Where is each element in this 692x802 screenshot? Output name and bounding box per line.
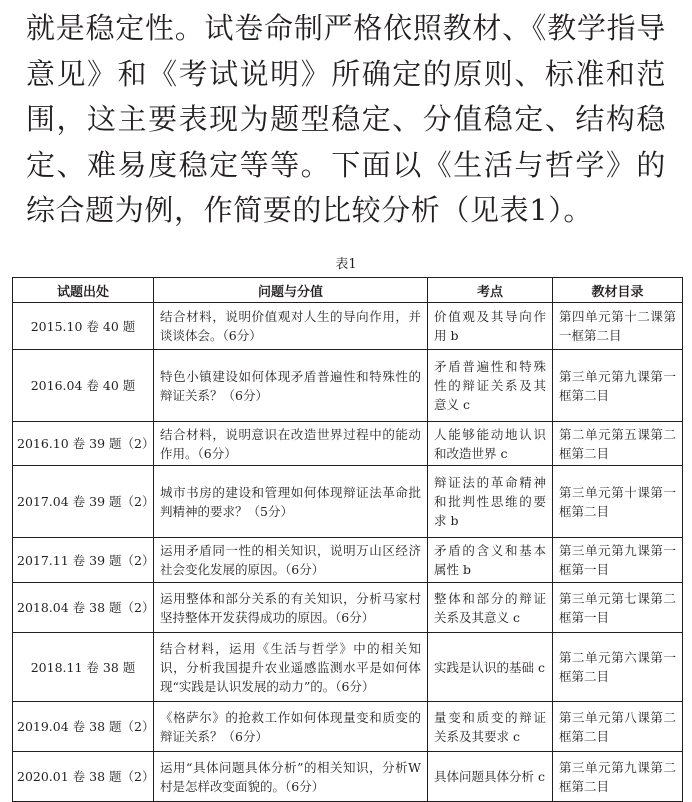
table-row	[13, 350, 683, 422]
cell-catalog: 第二单元第五课第二框第二目	[553, 422, 683, 466]
header-point: 考点	[428, 278, 553, 303]
table-row	[13, 702, 683, 752]
cell-catalog: 第三单元第九课第二框第二目	[553, 752, 683, 802]
header-catalog: 教材目录	[553, 278, 683, 303]
cell-point: 整体和部分的辩证关系及其意义 c	[428, 583, 553, 633]
cell-question: 运用整体和部分关系的有关知识，分析马家村坚持整体开发获得成功的原因。（6分）	[154, 583, 428, 633]
cell-point: 实践是认识的基础 c	[428, 633, 553, 702]
cell-point: 矛盾普遍性和特殊性的辩证关系及其意义 c	[428, 350, 553, 422]
table-header-row	[13, 278, 683, 303]
cell-point: 价值观及其导向作用 b	[428, 303, 553, 350]
cell-catalog: 第四单元第十二课第一框第二目	[553, 303, 683, 350]
cell-source: 2020.01 卷 38 题（2）	[13, 752, 154, 802]
cell-catalog: 第三单元第八课第二框第二目	[553, 702, 683, 752]
cell-catalog: 第三单元第九课第一框第二目	[553, 350, 683, 422]
body-paragraph: 就是稳定性。试卷命制严格依照教材、《教学指导意见》和《考试说明》所确定的原则、标准和范围，这主要表现为题型稳定、分值稳定、结构稳定、难易度稳定等等。下面以《生活与哲学》的综合题为例，作简要的比较分析（见表1）。	[26, 11, 666, 227]
cell-catalog: 第三单元第十课第一框第二目	[553, 466, 683, 538]
cell-source: 2018.04 卷 38 题（2）	[13, 583, 154, 633]
table-row	[13, 466, 683, 538]
cell-question: 结合材料，运用《生活与哲学》中的相关知识，分析我国提升农业遥感监测水平是如何体现“实践是认识发展的动力”的。（6分）	[154, 633, 428, 702]
cell-question: 结合材料，说明价值观对人生的导向作用，并谈谈体会。（6分）	[154, 303, 428, 350]
cell-source: 2016.10 卷 39 题（2）	[13, 422, 154, 466]
cell-point: 人能够能动地认识和改造世界 c	[428, 422, 553, 466]
cell-question: 运用“具体问题具体分析”的相关知识，分析W村是怎样改变面貌的。（6分）	[154, 752, 428, 802]
table-caption: 表1	[335, 257, 357, 272]
table-row	[13, 538, 683, 583]
cell-point: 具体问题具体分析 c	[428, 752, 553, 802]
cell-catalog: 第三单元第九课第一框第一目	[553, 538, 683, 583]
cell-point: 辩证法的革命精神和批判性思维的要求 b	[428, 466, 553, 538]
table-row	[13, 303, 683, 350]
cell-question: 《格萨尔》的抢救工作如何体现量变和质变的辩证关系？（6分）	[154, 702, 428, 752]
cell-source: 2016.04 卷 40 题	[13, 350, 154, 422]
cell-question: 结合材料，说明意识在改造世界过程中的能动作用。（6分）	[154, 422, 428, 466]
cell-source: 2018.11 卷 38 题	[13, 633, 154, 702]
cell-question: 城市书房的建设和管理如何体现辩证法革命批判精神的要求？（5分）	[154, 466, 428, 538]
cell-question: 特色小镇建设如何体现矛盾普遍性和特殊性的辩证关系？（6分）	[154, 350, 428, 422]
cell-source: 2015.10 卷 40 题	[13, 303, 154, 350]
table-row	[13, 752, 683, 802]
header-source: 试题出处	[13, 278, 154, 303]
cell-point: 矛盾的含义和基本属性 b	[428, 538, 553, 583]
table-row	[13, 422, 683, 466]
cell-source: 2017.11 卷 39 题（2）	[13, 538, 154, 583]
cell-source: 2019.04 卷 38 题（2）	[13, 702, 154, 752]
header-question: 问题与分值	[154, 278, 428, 303]
cell-catalog: 第二单元第六课第一框第二目	[553, 633, 683, 702]
cell-catalog: 第三单元第七课第二框第一目	[553, 583, 683, 633]
comparison-table	[12, 277, 683, 802]
cell-source: 2017.04 卷 39 题（2）	[13, 466, 154, 538]
table-row	[13, 633, 683, 702]
cell-question: 运用矛盾同一性的相关知识，说明万山区经济社会变化发展的原因。（6分）	[154, 538, 428, 583]
table-row	[13, 583, 683, 633]
cell-point: 量变和质变的辩证关系及其要求 c	[428, 702, 553, 752]
